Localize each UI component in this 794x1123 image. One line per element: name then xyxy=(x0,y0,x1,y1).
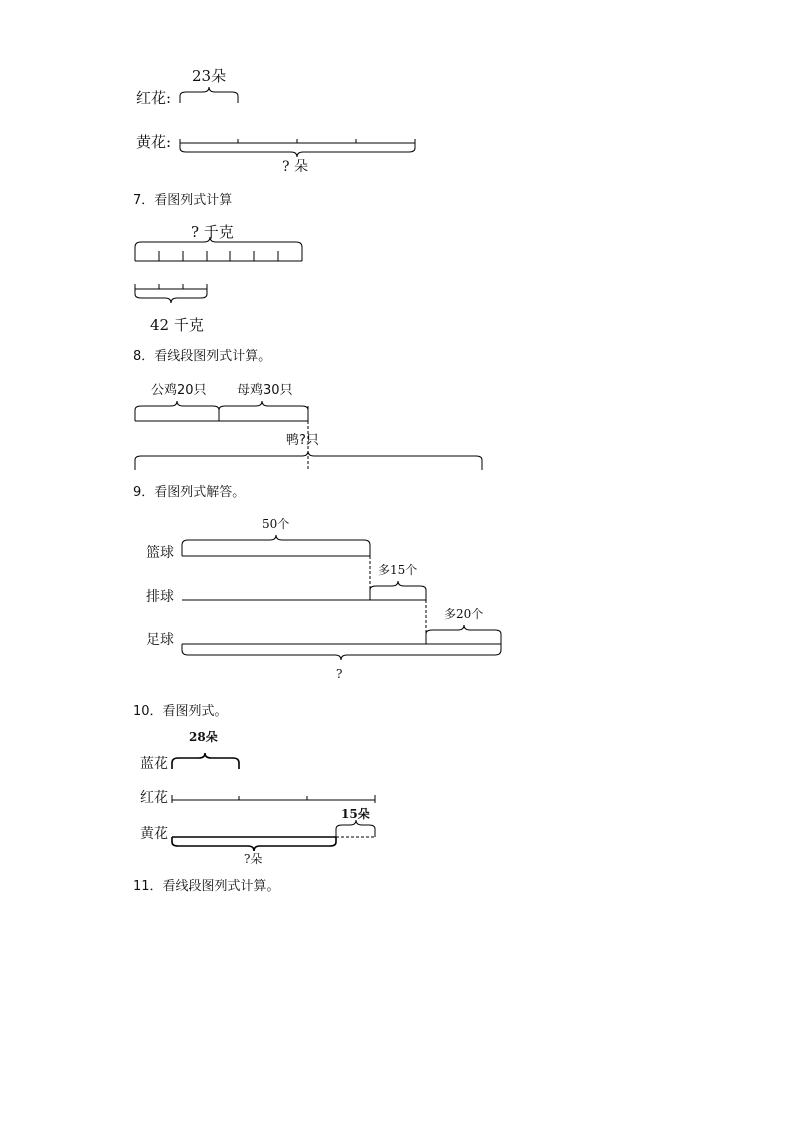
red-flower-amount: 23朵 xyxy=(192,67,227,85)
q9-heading: 9．看图列式解答。 xyxy=(133,485,246,500)
q9-total-brace xyxy=(182,644,501,660)
q7-bottom-amount: 42 千克 xyxy=(150,316,204,334)
q10-blue-amount: 28朵 xyxy=(189,730,218,744)
q7-bottom-brace xyxy=(135,289,207,303)
red-flower-label: 红花: xyxy=(136,89,172,107)
red-flower-top-brace xyxy=(180,87,238,103)
q7-bottom-segment xyxy=(135,284,207,289)
q8-rooster-label: 公鸡20只 xyxy=(151,383,207,398)
q10-red-label: 红花 xyxy=(140,790,168,806)
q9-volleyball-more: 多15个 xyxy=(378,563,418,577)
yellow-flower-label: 黄花: xyxy=(136,133,172,151)
q7-heading: 7．看图列式计算 xyxy=(133,193,233,208)
q7-top-ticks xyxy=(135,251,302,261)
q10-red-ticks xyxy=(172,795,375,803)
q10-blue-label: 蓝花 xyxy=(140,756,168,772)
q8-hen-brace xyxy=(219,401,308,421)
q9-football-more: 多20个 xyxy=(444,607,484,621)
q10-yellow-extra: 15朵 xyxy=(341,807,370,821)
q9-basketball-amount: 50个 xyxy=(262,517,290,531)
q8-hen-label: 母鸡30只 xyxy=(237,383,293,398)
q8-rooster-brace xyxy=(135,401,219,421)
q9-volleyball-label: 排球 xyxy=(146,589,174,605)
q10-yellow-extra-brace xyxy=(336,820,375,837)
q9-volleyball-more-brace xyxy=(370,581,426,600)
q8-heading: 8．看线段图列式计算。 xyxy=(133,349,272,364)
q10-blue-brace xyxy=(172,753,239,769)
q10-yellow-total: ?朵 xyxy=(244,852,263,866)
yellow-flower-bottom-brace xyxy=(180,143,415,157)
q9-basketball-label: 篮球 xyxy=(146,545,174,561)
yellow-flower-amount: ? 朵 xyxy=(282,159,308,175)
q9-total-label: ? xyxy=(336,667,343,681)
q11-heading: 11．看线段图列式计算。 xyxy=(133,879,280,894)
q7-top-amount: ? 千克 xyxy=(191,223,234,241)
q10-heading: 10．看图列式。 xyxy=(133,704,228,719)
q10-yellow-label: 黄花 xyxy=(140,826,168,842)
q9-football-more-brace xyxy=(426,625,501,644)
q9-football-label: 足球 xyxy=(146,632,174,648)
q9-basketball-brace xyxy=(182,535,370,556)
q10-yellow-total-brace xyxy=(172,837,336,851)
q8-duck-label: 鸭?只 xyxy=(286,433,319,448)
